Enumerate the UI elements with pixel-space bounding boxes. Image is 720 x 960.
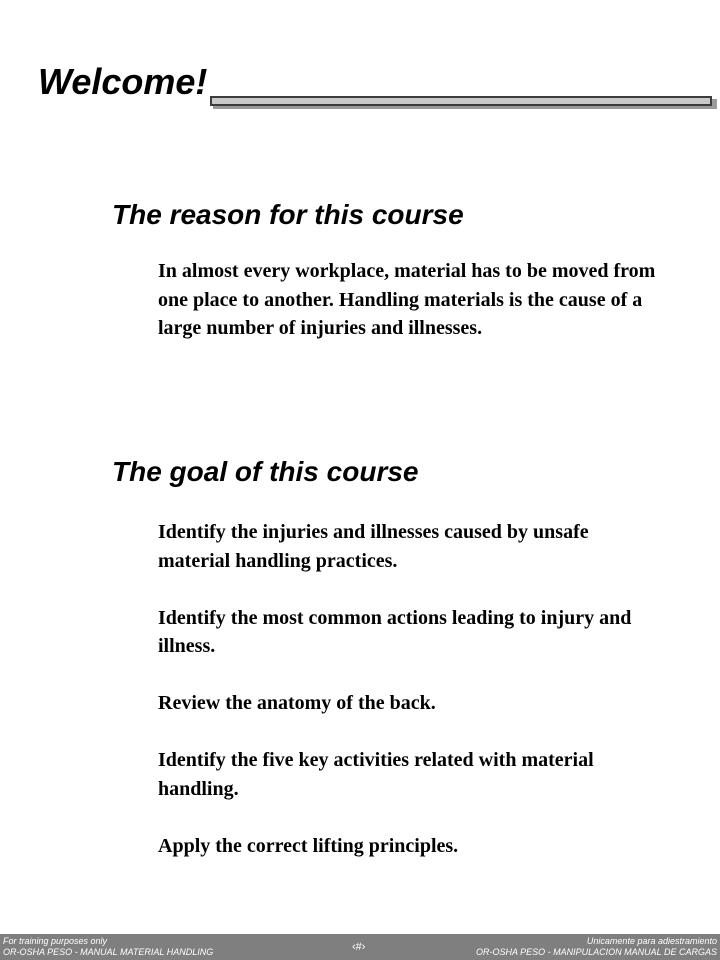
section-body-reason: In almost every workplace, material has to be moved from one place to another. Handling materials is the cause of a large number of injuries and illnesses. xyxy=(158,260,656,339)
goal-item-anatomy: Review the anatomy of the back. xyxy=(158,692,436,714)
section-heading-reason: The reason for this course xyxy=(112,199,464,230)
footer-right-line2: OR-OSHA PESO - MANIPULACION MANUAL DE CARGAS xyxy=(475,947,717,957)
footer-left-line2: OR-OSHA PESO - MANUAL MATERIAL HANDLING xyxy=(3,947,214,957)
goal-item-injuries: Identify the injuries and illnesses caused by unsafe material handling practices. xyxy=(158,521,589,572)
footer-right-line1: Unicamente para adiestramiento xyxy=(586,936,717,946)
footer-left-line1: For training purposes only xyxy=(3,936,108,946)
title-rule xyxy=(210,96,712,106)
goal-item-lifting: Apply the correct lifting principles. xyxy=(158,834,459,857)
footer-right xyxy=(476,936,717,958)
slide-footer xyxy=(0,934,720,960)
goal-item-actions: Identify the most common actions leading to injury and illness. xyxy=(158,606,632,657)
goal-item-activities: Identify the five key activities related with material handling. xyxy=(158,749,594,800)
footer-left xyxy=(3,936,213,958)
slide-title: Welcome! xyxy=(38,61,208,102)
goal-list xyxy=(158,518,658,889)
section-heading-goal: The goal of this course xyxy=(112,456,419,487)
slide-number: ‹#› xyxy=(352,941,366,953)
